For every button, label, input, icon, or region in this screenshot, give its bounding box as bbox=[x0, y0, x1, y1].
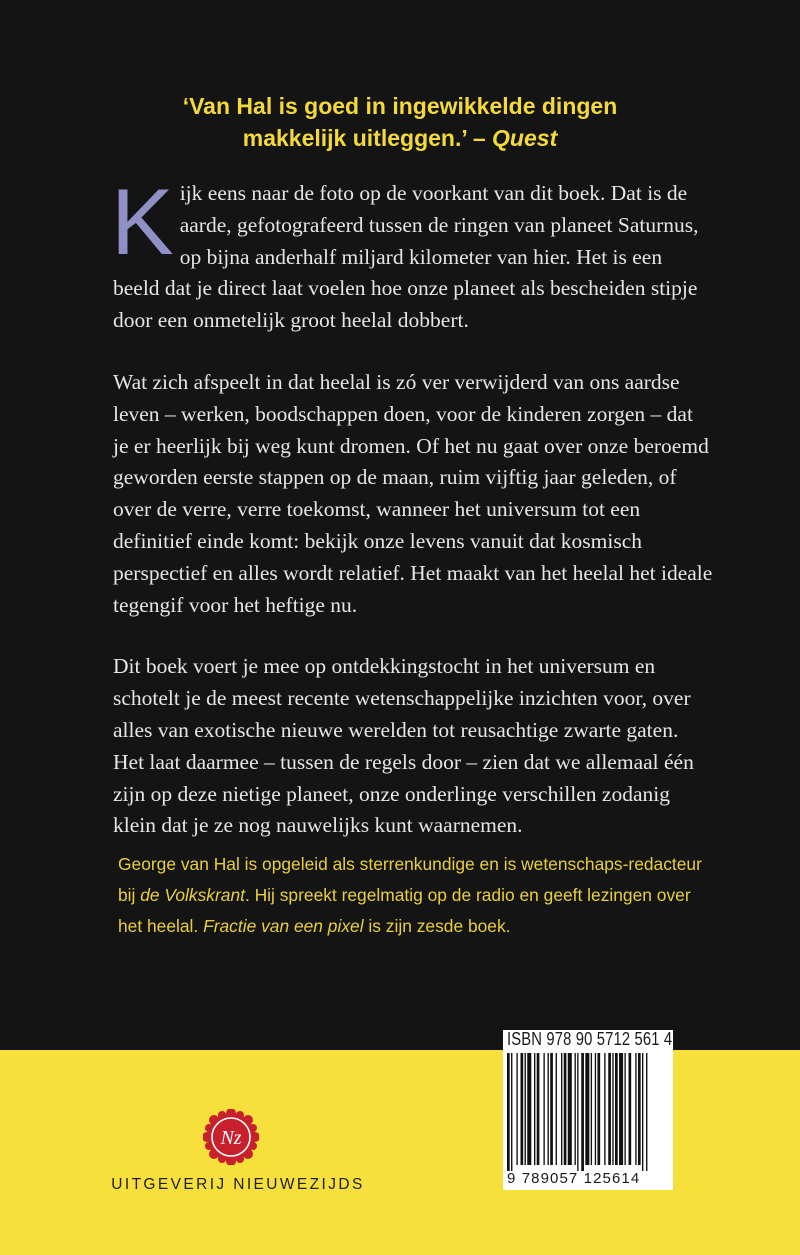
barcode-bar bbox=[595, 1053, 596, 1165]
publisher-logo-icon bbox=[203, 1109, 259, 1165]
blurb-paragraph-2: Wat zich afspeelt in dat heelal is zó ver verwijderd van ons aardse leven – werken, boodschappen doen, voor de kinderen zorgen – dat je er heerlijk bij weg kunt dromen. Of het nu gaat over onze beroemd geworden eerste stappen op de maan, ruim vijftig jaar geleden, of over de verre, verre toekomst, wanneer het universum tot een definitief einde komt: bekijk onze levens vanuit dat kosmisch perspectief en alles wordt relatief. Het maakt van het heelal het ideale tegengif voor het heftige nu. bbox=[113, 369, 713, 617]
barcode-bar bbox=[550, 1053, 553, 1165]
publisher-name: UITGEVERIJ NIEUWEZIJDS bbox=[111, 1176, 365, 1193]
barcode-bar bbox=[534, 1053, 535, 1165]
barcode-bar bbox=[575, 1053, 576, 1165]
footer-band bbox=[0, 1050, 800, 1255]
barcode-bar bbox=[597, 1053, 600, 1165]
barcode-bar bbox=[581, 1053, 584, 1171]
barcode-bar bbox=[642, 1053, 643, 1171]
barcode-bar bbox=[543, 1053, 544, 1165]
barcode-bar bbox=[577, 1053, 578, 1171]
barcode-bar bbox=[624, 1053, 625, 1165]
blurb bbox=[111, 169, 713, 872]
barcode-digits: 9 789057 125614 bbox=[507, 1170, 641, 1187]
barcode-bar bbox=[638, 1053, 641, 1165]
bio-book-title: Fractie van een pixel bbox=[203, 916, 364, 936]
barcode-bar bbox=[615, 1053, 618, 1165]
quote-line-2 bbox=[0, 122, 800, 154]
bio-text-2: . Hij spreekt regelmatig op de radio en geeft lezingen over het heelal. bbox=[118, 885, 691, 936]
barcode-bar bbox=[585, 1053, 589, 1165]
barcode-bar bbox=[591, 1053, 592, 1165]
author-bio bbox=[118, 849, 718, 942]
barcode-bar bbox=[646, 1053, 647, 1171]
barcode-bar bbox=[635, 1053, 636, 1165]
quote-line-1: ‘Van Hal is goed in ingewikkelde dingen bbox=[182, 93, 618, 119]
isbn-label: ISBN 978 90 5712 561 4 bbox=[507, 1029, 673, 1049]
bio-newspaper: de Volkskrant bbox=[140, 885, 245, 905]
barcode-bar bbox=[537, 1053, 540, 1165]
barcode-bar bbox=[507, 1053, 510, 1171]
blurb-paragraph-3: Dit boek voert je mee op ontdekkingstocht in het universum en schotelt je de meest recente wetenschappelijke inzichten voor, over alles van exotische nieuwe werelden tot reusachtige zwarte gaten. Het laat daarmee – tussen de regels door – zien dat we allemaal één zijn op deze nietige planeet, onze onderlinge verschillen zodanig klein dat je ze nog nauwelijks kunt waarnemen. bbox=[113, 654, 694, 838]
bio-text-3: is zijn zesde boek. bbox=[363, 916, 511, 936]
barcode-bar bbox=[561, 1053, 562, 1165]
barcode-bar bbox=[612, 1053, 613, 1165]
barcode-bar bbox=[556, 1053, 557, 1165]
publisher-logo-text: Nz bbox=[220, 1127, 242, 1149]
barcode-bar bbox=[521, 1053, 524, 1165]
barcode-bar bbox=[511, 1053, 512, 1171]
barcode-bar bbox=[608, 1053, 611, 1165]
barcode-bar bbox=[604, 1053, 605, 1165]
barcode-bar bbox=[527, 1053, 531, 1165]
barcode bbox=[507, 1053, 673, 1171]
barcode-bar bbox=[629, 1053, 632, 1165]
drop-cap: K bbox=[111, 169, 174, 274]
quote-text: makkelijk uitleggen.’ – bbox=[242, 125, 486, 151]
quote-source: Quest bbox=[492, 125, 558, 151]
review-quote bbox=[0, 90, 800, 154]
blurb-paragraph-1-text: ijk eens naar de foto op de voorkant van dit boek. Dat is de aarde, gefotografeerd tussen de ringen van planeet Saturnus, op bijna anderhalf miljard kilometer van hier. Het is een beeld dat je direct laat voelen hoe onze planeet als bescheiden stipje door een onmetelijk groot heelal dobbert. bbox=[113, 181, 699, 333]
barcode-bar bbox=[525, 1053, 526, 1165]
barcode-bar bbox=[568, 1053, 572, 1165]
barcode-bar bbox=[516, 1053, 517, 1165]
bio-text-1: George van Hal is opgeleid als sterrenkundige en is wetenschaps-redacteur bij bbox=[118, 854, 702, 905]
blurb-paragraph-1 bbox=[111, 169, 713, 337]
barcode-bar bbox=[564, 1053, 567, 1165]
barcode-bar bbox=[619, 1053, 623, 1165]
barcode-bar bbox=[548, 1053, 549, 1165]
